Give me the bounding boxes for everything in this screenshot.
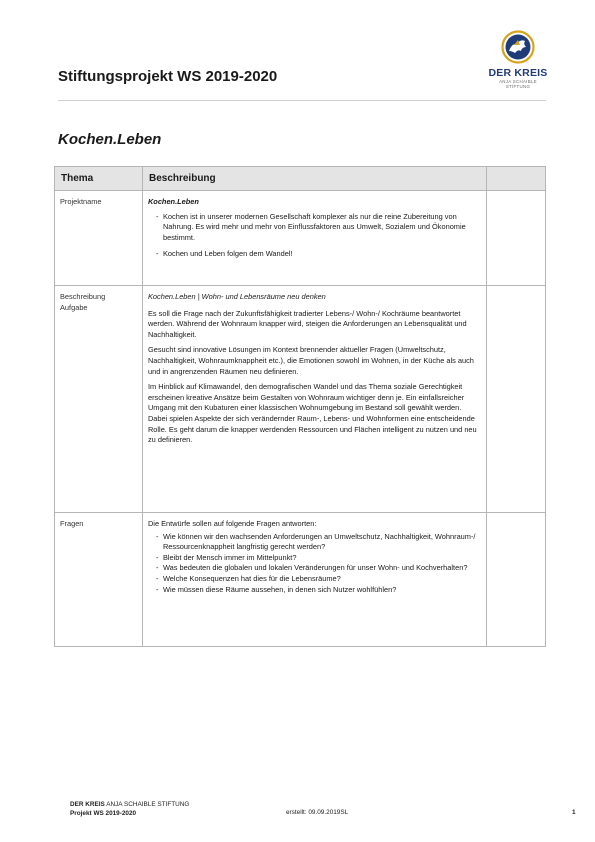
footer-project: Projekt WS 2019-2020 <box>70 810 137 817</box>
row-label: Fragen <box>55 513 143 647</box>
list-item: - Was bedeuten die globalen und lokalen Veränderungen für unser Wohn- und Kochverhalten? <box>148 563 481 574</box>
paragraph: Im Hinblick auf Klimawandel, den demografischen Wandel und das Thema soziale Gerechtigkeit erscheinen kreative Ansätze beim Gestalten von Wohnraum wichtiger denn je. Ein einfallsreicher Umgang mit den Kubaturen einer klassischen Wohnumgebung im Bestand soll gewählt werden. Dabei spielen Aspekte der sich verändernder Raum-, Lebens- und Wohnformen eine entscheidende Rolle. Es geht darum die knapper werdenden Ressourcen und Flächen intelligent zu nutzen und neu zu definieren. <box>147 382 477 445</box>
project-table <box>54 166 546 647</box>
document-heading: Kochen.Leben <box>58 131 162 148</box>
logo-sub-line2: STIFTUNG <box>505 84 531 89</box>
footer-org-bold: DER KREIS <box>70 801 105 808</box>
row-content <box>142 286 486 513</box>
header-divider <box>58 100 546 101</box>
bullet-list <box>148 532 481 596</box>
row-intro: Die Entwürfe sollen auf folgende Fragen antworten: <box>147 519 317 528</box>
header-beschreibung: Beschreibung <box>142 167 486 191</box>
paragraph: Es soll die Frage nach der Zukunftsfähigkeit tradierter Lebens-/ Wohn-/ Kochräume beantwortet werden. Während der Wohnraum knapper wird, steigen die Anforderungen an Lebensqualität und Nachhaltigkeit. <box>147 308 467 339</box>
row-extra-cell <box>486 191 545 286</box>
bullet-list <box>148 212 481 260</box>
header-extra <box>486 167 545 191</box>
row-subtitle: Kochen.Leben <box>147 197 199 206</box>
list-item: - Welche Konsequenzen hat dies für die Lebensräume? <box>148 574 481 585</box>
footer-created-date: erstellt: 09.09.2019SL <box>286 809 349 816</box>
table-row-beschreibung <box>55 286 546 513</box>
list-item: - Kochen ist in unserer modernen Gesellschaft komplexer als nur die reine Zubereitung von Nahrung. Es wird mehr und mehr von Einflussfaktoren aus Umwelt, Sozialem und Ökonomie bestimmt. <box>148 212 481 244</box>
row-extra-cell <box>486 286 545 513</box>
logo <box>488 30 548 89</box>
footer-org <box>70 800 189 809</box>
row-label-line: Aufgabe <box>60 302 88 312</box>
page-number: 1 <box>572 809 576 816</box>
list-item: - Wie müssen diese Räume aussehen, in denen sich Nutzer wohlfühlen? <box>148 585 481 596</box>
footer-org-rest: ANJA SCHAIBLE STIFTUNG <box>104 801 190 808</box>
list-item: - Wie können wir den wachsenden Anforderungen an Umweltschutz, Nachhaltigkeit, Wohnraum-/ Ressourcenknappheit langfristig gerecht werden? <box>148 532 481 553</box>
row-label <box>55 286 143 513</box>
table-row-projektname <box>55 191 546 286</box>
row-extra-cell <box>486 513 545 647</box>
logo-name: DER KREIS <box>488 67 548 79</box>
row-label: Projektname <box>55 191 143 286</box>
table-header-row <box>55 167 546 191</box>
row-label-line: Beschreibung <box>60 292 106 301</box>
list-item: - Bleibt der Mensch immer im Mittelpunkt? <box>148 553 481 564</box>
logo-sub-line1: ANJA SCHAIBLE <box>499 79 537 84</box>
row-content <box>142 513 486 647</box>
paragraph: Gesucht sind innovative Lösungen im Kontext brennender aktueller Fragen (Umweltschutz, Nachhaltigkeit, Wohnraumknappheit etc.), die Emotionen sowohl im Wohnen, in der Küche als auch und in angrenzenden Räumen neu definieren. <box>147 345 474 376</box>
footer <box>70 800 189 818</box>
der-kreis-logo-icon <box>501 30 535 64</box>
list-item: - Kochen und Leben folgen dem Wandel! <box>148 249 481 260</box>
row-content <box>142 191 486 286</box>
page-title: Stiftungsprojekt WS 2019-2020 <box>58 68 278 85</box>
header-thema: Thema <box>55 167 143 191</box>
row-subtitle: Kochen.Leben | Wohn- und Lebensräume neu denken <box>147 292 326 301</box>
table-row-fragen <box>55 513 546 647</box>
